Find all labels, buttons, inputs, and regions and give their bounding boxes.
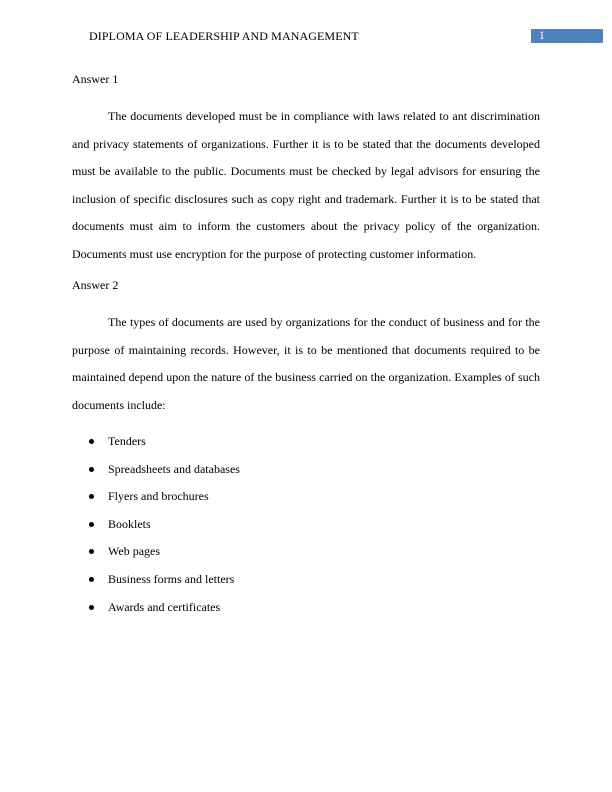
answer-2-paragraph: The types of documents are used by organizations for the conduct of business and for the purpose of maintaining records. However, it is to be mentioned that documents required to be maintained depend upon the nature of the business carried on the organization. Examples of such documents include: <box>72 315 540 412</box>
bullet-icon <box>89 494 94 499</box>
list-item-text: Flyers and brochures <box>108 489 209 504</box>
header-title: DIPLOMA OF LEADERSHIP AND MANAGEMENT <box>89 29 359 43</box>
answer-1-heading: Answer 1 <box>72 72 119 86</box>
list-item <box>72 428 540 456</box>
document-types-list <box>72 428 540 621</box>
bullet-icon <box>89 549 94 554</box>
list-item-text: Awards and certificates <box>108 599 221 614</box>
bullet-icon <box>89 467 94 472</box>
list-item-text: Tenders <box>108 434 146 448</box>
bullet-icon <box>89 605 94 610</box>
list-item <box>72 456 540 484</box>
list-item <box>72 511 540 539</box>
list-item <box>72 538 540 566</box>
list-item-text: Booklets <box>108 516 151 531</box>
bullet-icon <box>89 439 94 444</box>
answer-2-heading: Answer 2 <box>72 278 119 292</box>
list-item <box>72 594 540 622</box>
list-item-text: Business forms and letters <box>108 571 235 586</box>
bullet-icon <box>89 577 94 582</box>
list-item <box>72 566 540 594</box>
page-number: 1 <box>531 29 603 43</box>
list-item <box>72 483 540 511</box>
list-item-text: Web pages <box>108 544 161 559</box>
answer-1-paragraph: The documents developed must be in compliance with laws related to ant discrimination and privacy statements of organizations. Further it is to be stated that the documents developed must be available to the public. Documents must be checked by legal advisors for ensuring the inclusion of specific disclosures such as copy right and trademark. Further it is to be stated that documents must aim to inform the customers about the privacy policy of the organization. Documents must use encryption for the purpose of protecting customer information. <box>72 109 540 261</box>
bullet-icon <box>89 522 94 527</box>
list-item-text: Spreadsheets and databases <box>108 461 240 476</box>
document-body <box>72 72 540 621</box>
